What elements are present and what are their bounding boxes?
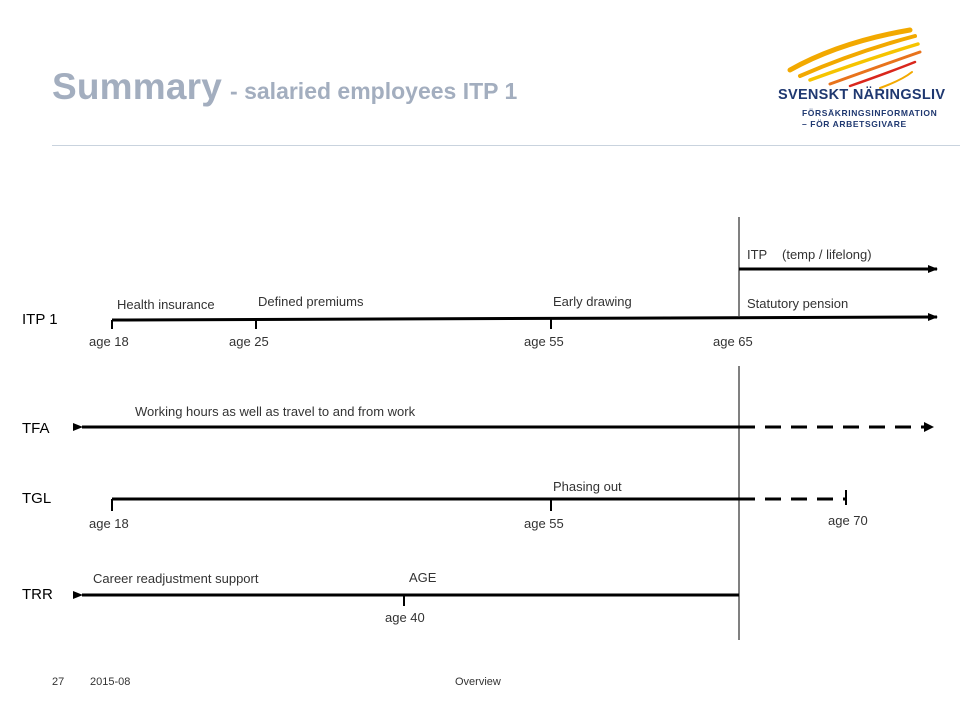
itp1-timeline-arrow — [112, 317, 937, 320]
tgl-note: Phasing out — [553, 479, 622, 494]
itp1-age-65: age 65 — [713, 334, 753, 349]
tgl-age-18: age 18 — [89, 516, 129, 531]
tgl-age-55: age 55 — [524, 516, 564, 531]
footer-date: 2015-08 — [90, 676, 131, 688]
segment-health-insurance: Health insurance — [117, 297, 215, 312]
itp1-age-25: age 25 — [229, 334, 269, 349]
logo-tagline-1: FÖRSÄKRINGSINFORMATION — [802, 108, 938, 118]
row-label-itp1: ITP 1 — [22, 311, 58, 328]
tfa-note: Working hours as well as travel to and from work — [135, 404, 416, 419]
footer-section: Overview — [455, 676, 501, 688]
trr-note: Career readjustment support — [93, 571, 259, 586]
itp-duration-label: (temp / lifelong) — [782, 247, 872, 262]
title-sub: - salaried employees ITP 1 — [230, 78, 518, 104]
segment-defined-premiums: Defined premiums — [258, 294, 364, 309]
itp1-age-18: age 18 — [89, 334, 129, 349]
page-number: 27 — [52, 676, 65, 688]
trr-age-40: age 40 — [385, 610, 425, 625]
row-label-tgl: TGL — [22, 490, 52, 507]
itp-label: ITP — [747, 247, 768, 262]
row-label-trr: TRR — [22, 586, 53, 603]
logo-name: SVENSKT NÄRINGSLIV — [778, 87, 946, 103]
logo-tagline-2: – FÖR ARBETSGIVARE — [802, 119, 907, 129]
trr-age-marker: AGE — [409, 570, 437, 585]
segment-statutory-pension: Statutory pension — [747, 296, 849, 311]
tgl-age-70: age 70 — [828, 513, 868, 528]
row-label-tfa: TFA — [22, 420, 50, 437]
itp1-age-55: age 55 — [524, 334, 564, 349]
title-main: Summary — [52, 66, 223, 107]
segment-early-drawing: Early drawing — [553, 294, 632, 309]
tfa-arrowhead-right — [924, 422, 934, 432]
